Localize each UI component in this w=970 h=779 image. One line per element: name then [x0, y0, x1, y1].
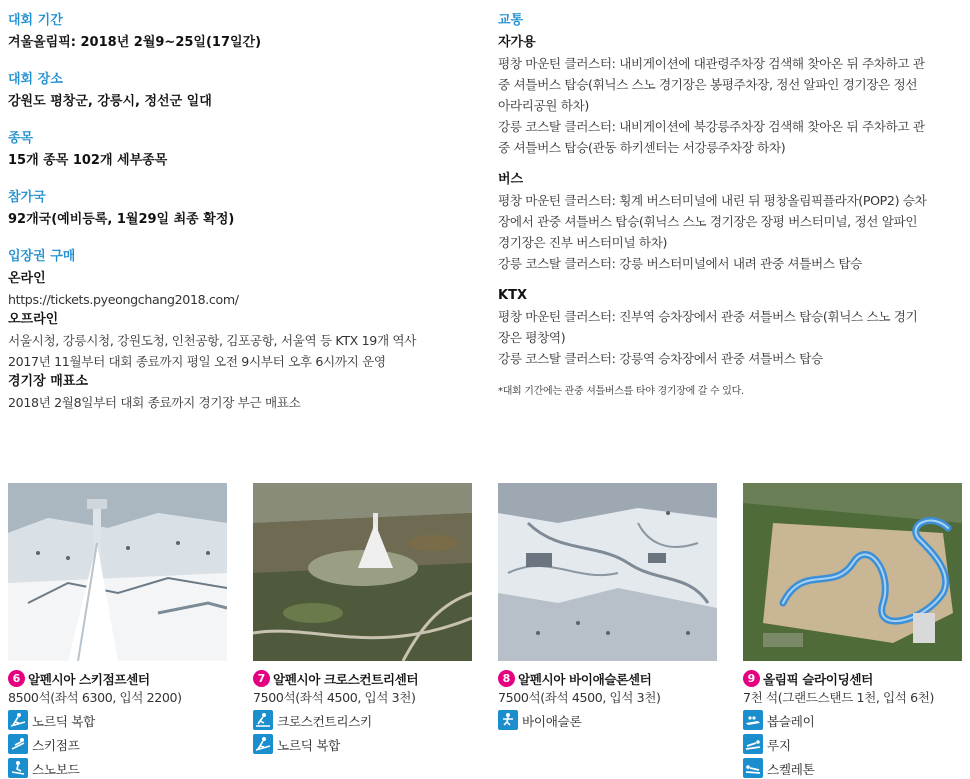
car-line-3: 아라리공원 하차)	[498, 98, 589, 113]
sport-name: 바이애슬론	[522, 713, 582, 729]
sport-item	[253, 733, 472, 755]
info-column	[8, 0, 478, 413]
sport-name: 크로스컨트리스키	[277, 713, 372, 729]
ktx-line-3: 강릉 코스탈 클러스터: 강릉역 승차장에서 관중 셔틀버스 탑승	[498, 351, 823, 366]
car-line-5: 중 셔틀버스 탑승(관동 하키센터는 서강릉주차장 하차)	[498, 140, 786, 155]
sport-item	[8, 733, 227, 755]
venue-card-cross-country	[253, 483, 472, 755]
sport-item	[743, 709, 962, 731]
sport-item	[498, 709, 717, 731]
skeleton-icon	[743, 758, 763, 778]
venue-number-badge: 7	[253, 670, 270, 687]
car-line-1: 평창 마운틴 클러스터: 내비게이션에 대관령주차장 검색해 찾아온 뒤 주차하고 관	[498, 56, 925, 71]
events-value: 15개 종목 102개 세부종목	[8, 153, 168, 168]
sport-name: 스키점프	[32, 737, 80, 753]
nordic-combined-icon	[253, 734, 273, 754]
sport-item	[743, 757, 962, 779]
venue-name: 올림픽 슬라이딩센터	[763, 671, 873, 687]
car-line-2: 중 셔틀버스 탑승(휘닉스 스노 경기장은 봉평주차장, 정선 알파인 경기장은 정선	[498, 77, 918, 92]
transport-column	[498, 0, 964, 409]
sliding-centre-photo	[743, 483, 962, 661]
sport-name: 스노보드	[32, 761, 80, 777]
transport-heading: 교통	[498, 13, 524, 28]
ktx-line-1: 평창 마운틴 클러스터: 진부역 승차장에서 관중 셔틀버스 탑승(휘닉스 스노 경기	[498, 309, 918, 324]
events-heading: 종목	[8, 131, 34, 146]
venue-name: 알펜시아 바이애슬론센터	[518, 671, 652, 687]
venue-seats: 7천 석(그랜드스탠드 1천, 입석 6천)	[743, 690, 935, 705]
bus-line-2: 장에서 관중 셔틀버스 탑승(휘닉스 스노 경기장은 장평 버스터미널, 정선 알파인	[498, 214, 918, 229]
offline-line-2: 2017년 11월부터 대회 종료까지 평일 오전 9시부터 오후 6시까지 운영	[8, 354, 386, 369]
online-heading: 온라인	[8, 271, 46, 286]
bus-heading: 버스	[498, 172, 524, 187]
offline-heading: 오프라인	[8, 312, 59, 327]
period-value: 겨울올림픽: 2018년 2월9~25일(17일간)	[8, 35, 262, 50]
sport-item	[8, 709, 227, 731]
sport-name: 봅슬레이	[767, 713, 815, 729]
ktx-heading: KTX	[498, 288, 527, 303]
venue-office-value: 2018년 2월8일부터 대회 종료까지 경기장 부근 매표소	[8, 395, 301, 410]
ktx-line-2: 장은 평창역)	[498, 330, 566, 345]
biathlon-photo	[498, 483, 717, 661]
venue-name: 알펜시아 스키점프센터	[28, 671, 150, 687]
venue-seats: 7500석(좌석 4500, 입석 3천)	[498, 690, 661, 705]
nations-heading: 참가국	[8, 190, 46, 205]
bobsleigh-icon	[743, 710, 763, 730]
car-heading: 자가용	[498, 35, 536, 50]
venue-seats: 7500석(좌석 4500, 입석 3천)	[253, 690, 416, 705]
cross-country-ski-icon	[253, 710, 273, 730]
sport-item	[743, 733, 962, 755]
car-line-4: 강릉 코스탈 클러스터: 내비게이션에 북강릉주차장 검색해 찾아온 뒤 주차하고 관	[498, 119, 925, 134]
biathlon-icon	[498, 710, 518, 730]
venue-card-sliding	[743, 483, 962, 779]
offline-line-1: 서울시청, 강릉시청, 강원도청, 인천공항, 김포공항, 서울역 등 KTX 19개 역사	[8, 333, 417, 348]
venue-value: 강원도 평창군, 강릉시, 정선군 일대	[8, 94, 212, 109]
bus-line-4: 강릉 코스탈 클러스터: 강릉 버스터미널에서 내려 관중 셔틀버스 탑승	[498, 256, 862, 271]
luge-icon	[743, 734, 763, 754]
venue-card-ski-jump	[8, 483, 227, 779]
nations-value: 92개국(예비등록, 1월29일 최종 확정)	[8, 212, 235, 227]
venue-heading: 대회 장소	[8, 72, 63, 87]
venue-seats: 8500석(좌석 6300, 입석 2200)	[8, 690, 182, 705]
nordic-combined-icon	[8, 710, 28, 730]
venue-number-badge: 8	[498, 670, 515, 687]
venue-number-badge: 6	[8, 670, 25, 687]
venue-number-badge: 9	[743, 670, 760, 687]
bus-line-1: 평창 마운틴 클러스터: 횡계 버스터미널에 내린 뒤 평창올림픽플라자(POP2) 승차	[498, 193, 927, 208]
sport-item	[253, 709, 472, 731]
sport-name: 루지	[767, 737, 791, 753]
ski-jump-photo	[8, 483, 227, 661]
ski-jump-icon	[8, 734, 28, 754]
venue-name: 알펜시아 크로스컨트리센터	[273, 671, 419, 687]
bus-line-3: 경기장은 진부 버스터미널 하차)	[498, 235, 668, 250]
sport-name: 노르딕 복합	[277, 737, 341, 753]
venue-office-heading: 경기장 매표소	[8, 374, 88, 389]
cross-country-photo	[253, 483, 472, 661]
online-url[interactable]: https://tickets.pyeongchang2018.com/	[8, 292, 239, 307]
tickets-heading: 입장권 구매	[8, 249, 76, 264]
sport-name: 스켈레톤	[767, 761, 815, 777]
shuttle-note: *대회 기간에는 관중 셔틀버스를 타야 경기장에 갈 수 있다.	[498, 386, 744, 397]
period-heading: 대회 기간	[8, 13, 63, 28]
sport-item	[8, 757, 227, 779]
venue-card-biathlon	[498, 483, 717, 731]
sport-name: 노르딕 복합	[32, 713, 96, 729]
snowboard-icon	[8, 758, 28, 778]
